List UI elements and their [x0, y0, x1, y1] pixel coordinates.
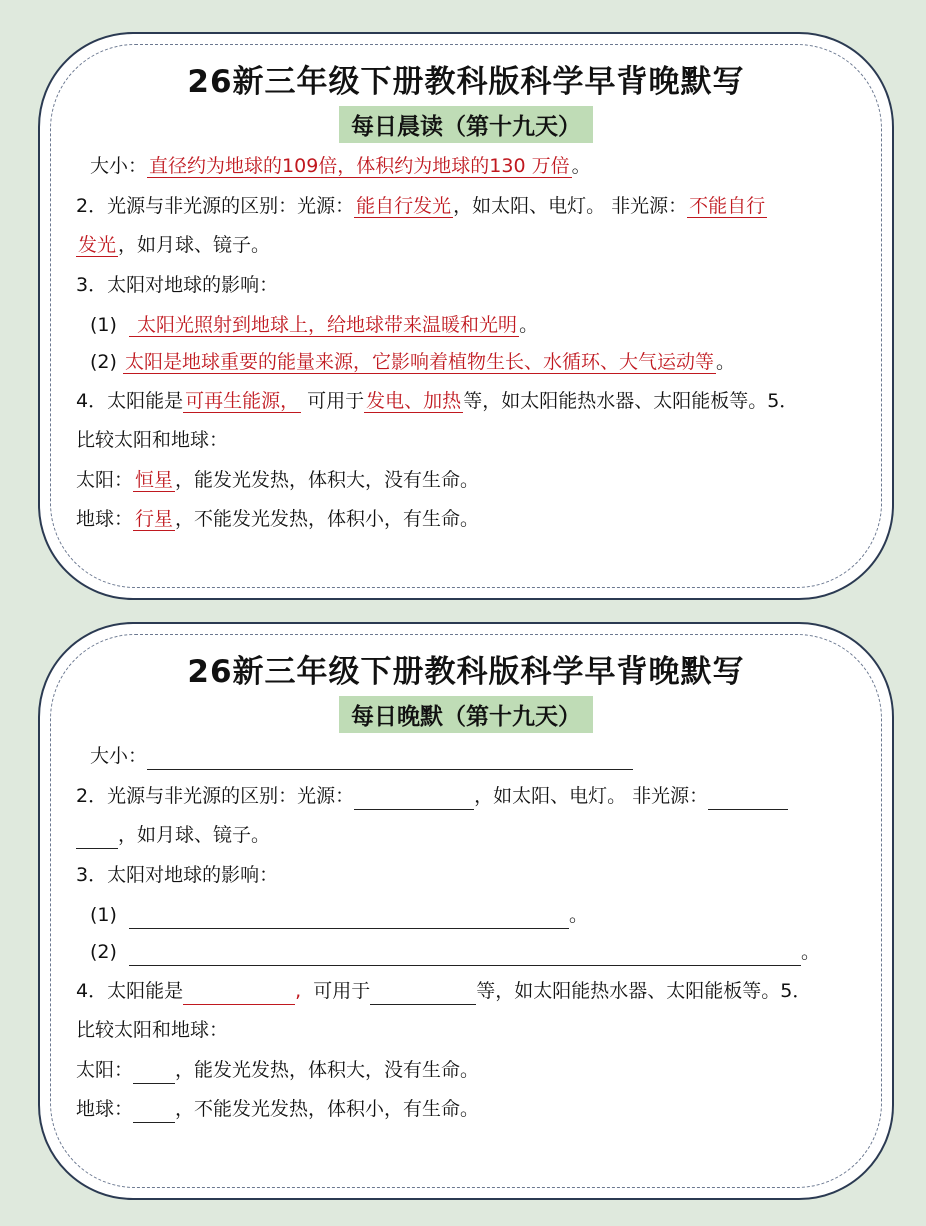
non-light-source-blank-part1[interactable]: [708, 787, 788, 810]
solar-energy-line: [76, 387, 798, 415]
sun-label: 太阳：: [76, 469, 134, 491]
sun-effect-1-blank[interactable]: [129, 906, 569, 929]
usage-answer: 发电、加热: [366, 390, 462, 412]
solar-energy-text: 4．太阳能是: [76, 980, 184, 1002]
non-light-source-answer-part1: 不能自行: [689, 195, 766, 217]
item-label-1: (1): [90, 314, 117, 336]
non-light-source-examples: ，如月球、镜子。: [118, 234, 271, 256]
usage-examples: 等，如太阳能热水器、太阳能板等。5．: [463, 390, 799, 412]
size-line: [90, 742, 633, 770]
earth-description: ，不能发光发热，体积小，有生命。: [175, 1098, 480, 1120]
non-light-source-text: ，如太阳、电灯。 非光源：: [453, 195, 688, 217]
light-source-line: [76, 192, 767, 220]
size-label: 大小：: [90, 745, 148, 767]
sun-effect-1: [90, 901, 588, 929]
solar-energy-text: 4．太阳能是: [76, 390, 184, 412]
sun-type-answer: 恒星: [135, 469, 174, 491]
comma: ,: [295, 980, 302, 1002]
solar-energy-line: [76, 977, 811, 1005]
size-label: 大小：: [90, 155, 148, 177]
sun-compare-line: [76, 466, 479, 494]
earth-label: 地球：: [76, 508, 134, 530]
earth-compare-line: [76, 1095, 479, 1123]
sun-effect-1-answer: 太阳光照射到地球上，给地球带来温暖和光明: [131, 314, 518, 336]
light-source-answer: 能自行发光: [356, 195, 452, 217]
sun-effect-2-answer: 太阳是地球重要的能量来源，它影响着植物生长、水循环、大气运动等: [124, 351, 714, 373]
usage-text: 可用于: [307, 390, 365, 412]
morning-title: 26新三年级下册教科版科学早背晚默写: [187, 64, 745, 100]
period: 。: [569, 904, 589, 926]
sun-effect-heading: 3．太阳对地球的影响：: [76, 864, 279, 886]
usage-examples: 等，如太阳能热水器、太阳能板等。5．: [476, 980, 812, 1002]
usage-blank[interactable]: [370, 982, 476, 1005]
earth-description: ，不能发光发热，体积小，有生命。: [175, 508, 480, 530]
non-light-source-blank-part2[interactable]: [76, 826, 118, 849]
size-line: [90, 152, 591, 180]
sun-type-blank[interactable]: [133, 1061, 175, 1084]
morning-reading-card: [38, 32, 894, 600]
size-blank[interactable]: [147, 747, 633, 770]
light-source-line-cont: [76, 821, 270, 849]
light-source-line: [76, 782, 788, 810]
light-source-text: 2．光源与非光源的区别：光源：: [76, 195, 355, 217]
compare-heading: 比较太阳和地球：: [76, 429, 229, 451]
usage-text: 可用于: [313, 980, 371, 1002]
solar-energy-blank[interactable]: [183, 982, 295, 1005]
light-source-blank[interactable]: [354, 787, 474, 810]
solar-energy-answer: 可再生能源，: [185, 390, 300, 412]
non-light-source-text: ，如太阳、电灯。 非光源：: [474, 785, 709, 807]
sun-compare-line: [76, 1056, 479, 1084]
earth-type-answer: 行星: [135, 508, 174, 530]
compare-heading: 比较太阳和地球：: [76, 1019, 229, 1041]
non-light-source-answer-part2: 发光: [78, 234, 117, 256]
period: 。: [571, 155, 591, 177]
sun-effect-1: [90, 311, 538, 339]
evening-title: 26新三年级下册教科版科学早背晚默写: [187, 654, 745, 690]
sun-effect-2-blank[interactable]: [129, 943, 801, 966]
size-answer: 直径约为地球的109倍，体积约为地球的130 万倍: [149, 155, 570, 177]
period: 。: [715, 351, 735, 373]
earth-type-blank[interactable]: [133, 1100, 175, 1123]
sun-label: 太阳：: [76, 1059, 134, 1081]
non-light-source-examples: ，如月球、镜子。: [118, 824, 271, 846]
item-label-2: (2): [90, 351, 117, 373]
earth-compare-line: [76, 505, 479, 533]
item-label-2: (2): [90, 941, 117, 963]
morning-subtitle: 每日晨读（第十九天）: [339, 106, 593, 143]
period: 。: [519, 314, 539, 336]
sun-description: ，能发光发热，体积大，没有生命。: [175, 1059, 480, 1081]
sun-effect-2: [90, 938, 820, 966]
sun-effect-2: [90, 348, 735, 376]
evening-dictation-card: [38, 622, 894, 1200]
light-source-text: 2．光源与非光源的区别：光源：: [76, 785, 355, 807]
sun-description: ，能发光发热，体积大，没有生命。: [175, 469, 480, 491]
item-label-1: (1): [90, 904, 117, 926]
evening-subtitle: 每日晚默（第十九天）: [339, 696, 593, 733]
sun-effect-heading: 3．太阳对地球的影响：: [76, 274, 279, 296]
light-source-line-cont: [76, 231, 270, 259]
earth-label: 地球：: [76, 1098, 134, 1120]
period: 。: [801, 941, 821, 963]
